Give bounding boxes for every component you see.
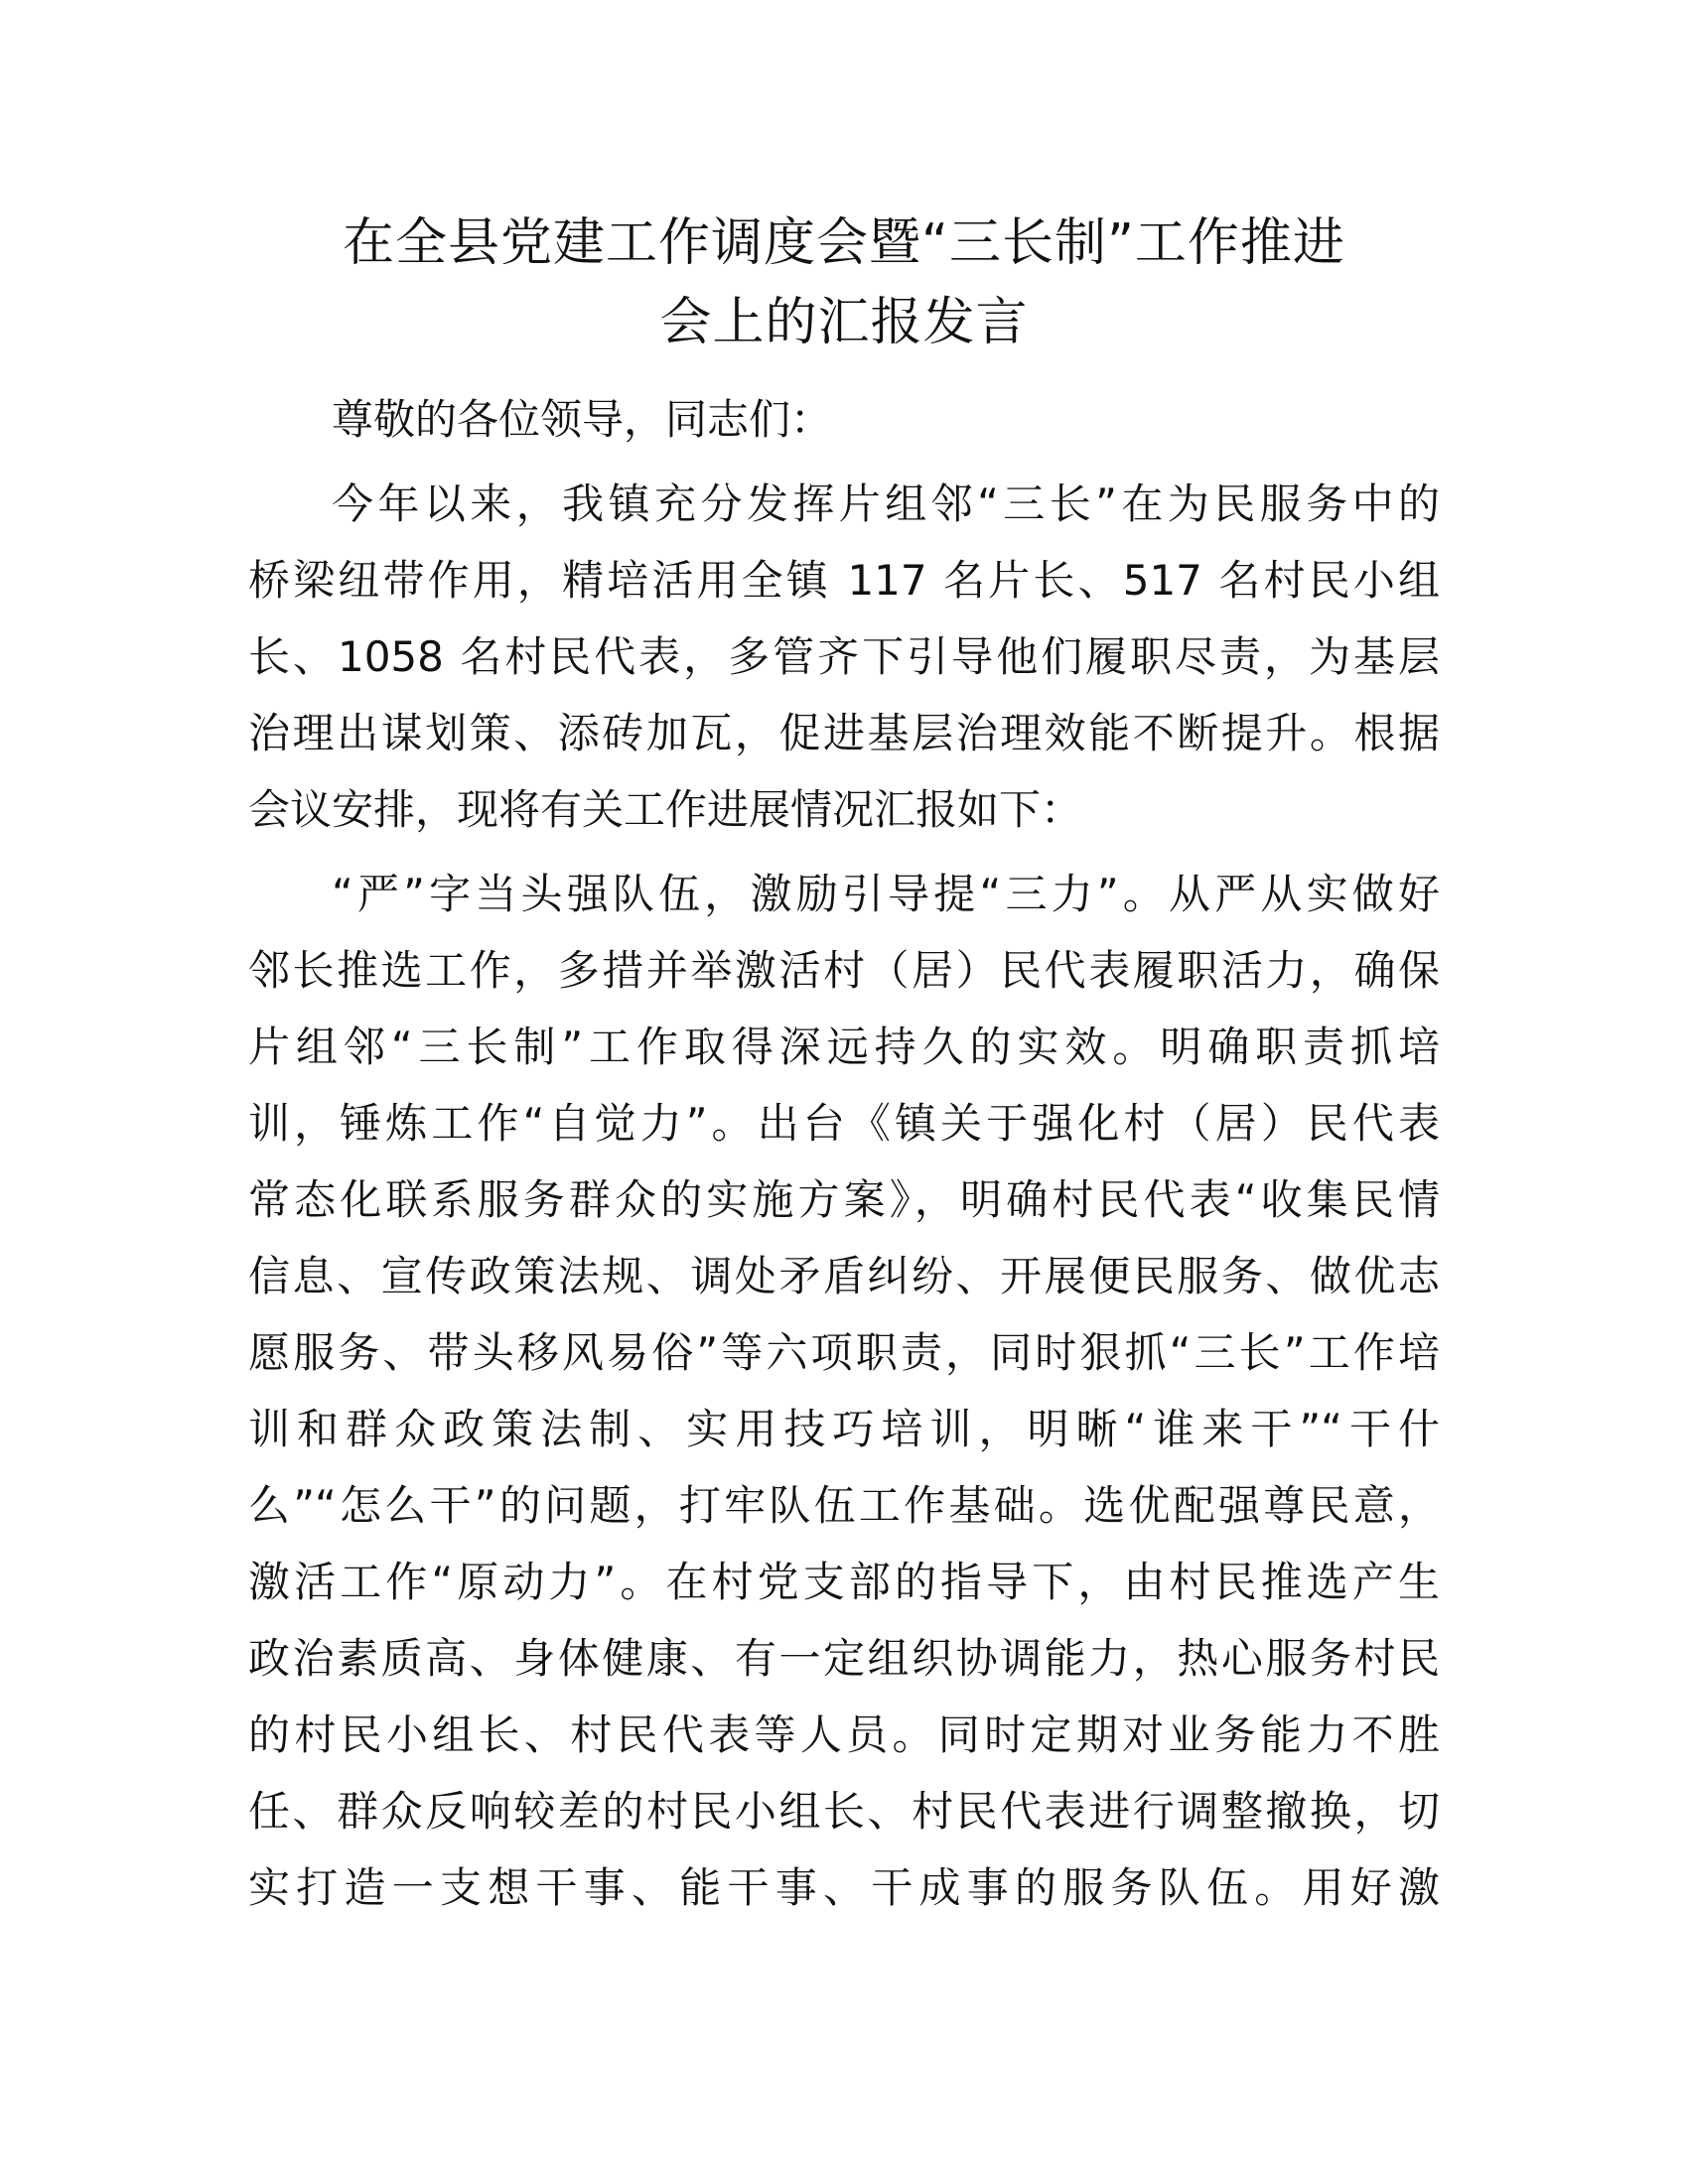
paragraph-line: 今年以来，我镇充分发挥片组邻“三长”在为民服务中的 — [332, 479, 1440, 528]
paragraph-line: 信息、宣传政策法规、调处矛盾纠纷、开展便民服务、做优志 — [248, 1252, 1440, 1300]
salutation: 尊敬的各位领导，同志们： — [332, 395, 833, 444]
title-line: 在全县党建工作调度会暨“三长制”工作推进 — [343, 213, 1345, 273]
paragraph-line: 实打造一支想干事、能干事、干成事的服务队伍。用好激 — [248, 1863, 1440, 1912]
paragraph-line: 任、群众反响较差的村民小组长、村民代表进行调整撤换，切 — [248, 1787, 1440, 1836]
paragraph-line: 训和群众政策法制、实用技巧培训，明晰“谁来干”“干什 — [248, 1405, 1440, 1453]
paragraph-line: 么”“怎么干”的问题，打牢队伍工作基础。选优配强尊民意， — [248, 1481, 1440, 1530]
paragraph-line: 政治素质高、身体健康、有一定组织协调能力，热心服务村民 — [248, 1634, 1440, 1683]
paragraph-line: 愿服务、带头移风易俗”等六项职责，同时狠抓“三长”工作培 — [248, 1328, 1440, 1377]
paragraph-line: 激活工作“原动力”。在村党支部的指导下，由村民推选产生 — [248, 1558, 1440, 1606]
title-line: 会上的汇报发言 — [659, 293, 1029, 352]
paragraph-line: 训，锤炼工作“自觉力”。出台《镇关于强化村（居）民代表 — [248, 1099, 1440, 1148]
paragraph-line: 常态化联系服务群众的实施方案》，明确村民代表“收集民情 — [248, 1175, 1440, 1224]
paragraph-line: 的村民小组长、村民代表等人员。同时定期对业务能力不胜 — [248, 1710, 1440, 1759]
document-title — [248, 204, 1440, 362]
paragraph-line: 邻长推选工作，多措并举激活村（居）民代表履职活力，确保 — [248, 946, 1440, 995]
paragraph-line: 片组邻“三长制”工作取得深远持久的实效。明确职责抓培 — [248, 1023, 1440, 1071]
paragraph-line: 会议安排，现将有关工作进展情况汇报如下： — [248, 785, 1083, 834]
paragraph-section-1 — [248, 856, 1440, 1926]
paragraph-intro — [248, 466, 1440, 848]
paragraph-line: 长、1058 名村民代表，多管齐下引导他们履职尽责，为基层 — [248, 632, 1440, 681]
document-body — [248, 381, 1440, 1926]
paragraph-line: “严”字当头强队伍，激励引导提“三力”。从严从实做好 — [332, 870, 1440, 918]
paragraph-line: 桥梁纽带作用，精培活用全镇 117 名片长、517 名村民小组 — [248, 556, 1440, 605]
paragraph-line: 治理出谋划策、添砖加瓦，促进基层治理效能不断提升。根据 — [248, 709, 1440, 757]
